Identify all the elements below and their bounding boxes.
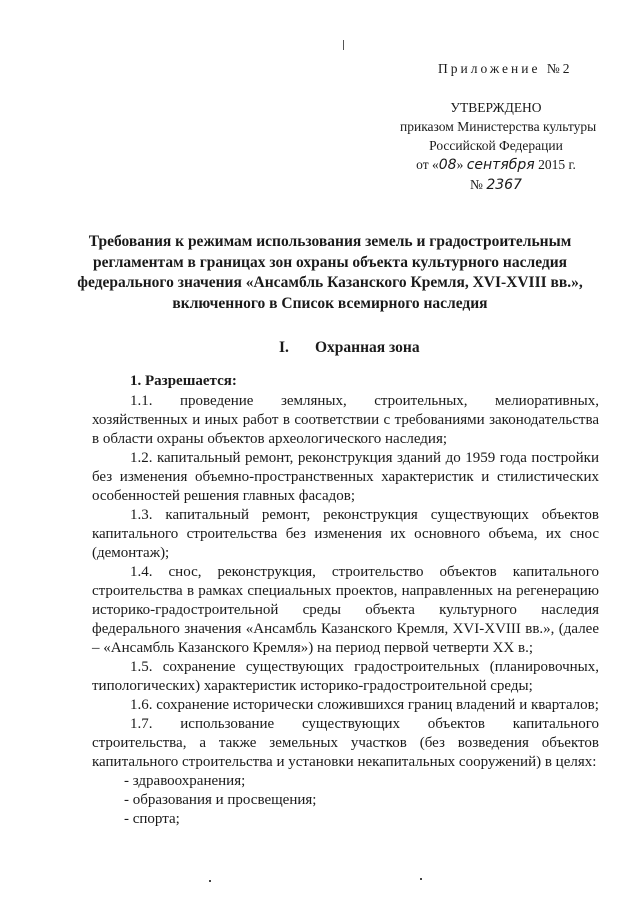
list-item: - спорта;	[124, 811, 180, 827]
paragraph-1-7: 1.7. использование существующих объектов капитального строительства, а также земельных участков (без возведения объектов капитального строительства и установки некапитальных сооружений) в целях:	[92, 716, 599, 770]
country-label: Российской Федерации	[429, 138, 563, 153]
approval-block	[400, 98, 597, 195]
number-value: 2367	[486, 177, 522, 193]
title-line: федерального значения «Ансамбль Казанского Кремля, XVI-XVIII вв.»,	[77, 274, 583, 291]
date-month: сентября	[466, 157, 535, 173]
paragraph-1-3: 1.3. капитальный ремонт, реконструкция существующих объектов капитального строительства без изменения их основного объема, их снос (демонтаж);	[92, 507, 599, 561]
paragraph-1-4: 1.4. снос, реконструкция, строительство объектов капитального строительства в рамках специальных проектов, направленных на регенерацию историко-градостроительной среды объекта культурного наследия федерального значения «Ансамбль Казанского Кремля, XVI-XVIII вв.», (далее – «Ансамбль Казанского Кремля») на период первой четверти XX в.;	[92, 564, 599, 656]
list-item: - образования и просвещения;	[124, 792, 317, 808]
order-label: приказом Министерства культуры	[400, 119, 597, 134]
order-number	[400, 175, 592, 195]
appendix-label: Приложение №2	[438, 61, 573, 76]
section-number: I.	[279, 339, 289, 356]
section-heading	[279, 339, 420, 357]
approved-label: УТВЕРЖДЕНО	[450, 100, 542, 115]
title-line: включенного в Список всемирного наследия	[172, 294, 488, 312]
date-prefix: от «	[416, 157, 439, 172]
date-year: 2015 г.	[538, 157, 576, 172]
scan-mark	[420, 878, 422, 880]
paragraph-1-1: 1.1. проведение земляных, строительных, мелиоративных, хозяйственных и иных работ в соответствии с требованиями законодательства в области охраны объектов археологического наследия;	[92, 393, 599, 447]
title-line: Требования к режимам использования земель и градостроительным	[88, 233, 572, 250]
allowed-heading: 1. Разрешается:	[130, 373, 237, 389]
order-date: от «08» сентября 2015 г.	[416, 157, 576, 173]
scan-mark	[209, 880, 211, 882]
paragraph-1-2: 1.2. капитальный ремонт, реконструкция зданий до 1959 года постройки без изменения объемно-пространственных характеристик и стилистических особенностей решения главных фасадов;	[92, 450, 599, 504]
date-day: 08	[438, 157, 457, 173]
paragraph-1-6: 1.6. сохранение исторически сложившихся границ владений и кварталов;	[130, 697, 599, 713]
paragraph-1-5: 1.5. сохранение существующих градостроительных (планировочных, типологических) характеристик историко-градостроительной среды;	[92, 659, 599, 694]
number-prefix: №	[470, 177, 483, 192]
section-name: Охранная зона	[315, 339, 420, 356]
list-item: - здравоохранения;	[124, 773, 246, 789]
title-line: регламентам в границах зон охраны объекта культурного наследия	[92, 253, 568, 271]
scan-mark	[343, 40, 344, 50]
document-title	[60, 232, 600, 314]
document-body	[92, 372, 599, 829]
